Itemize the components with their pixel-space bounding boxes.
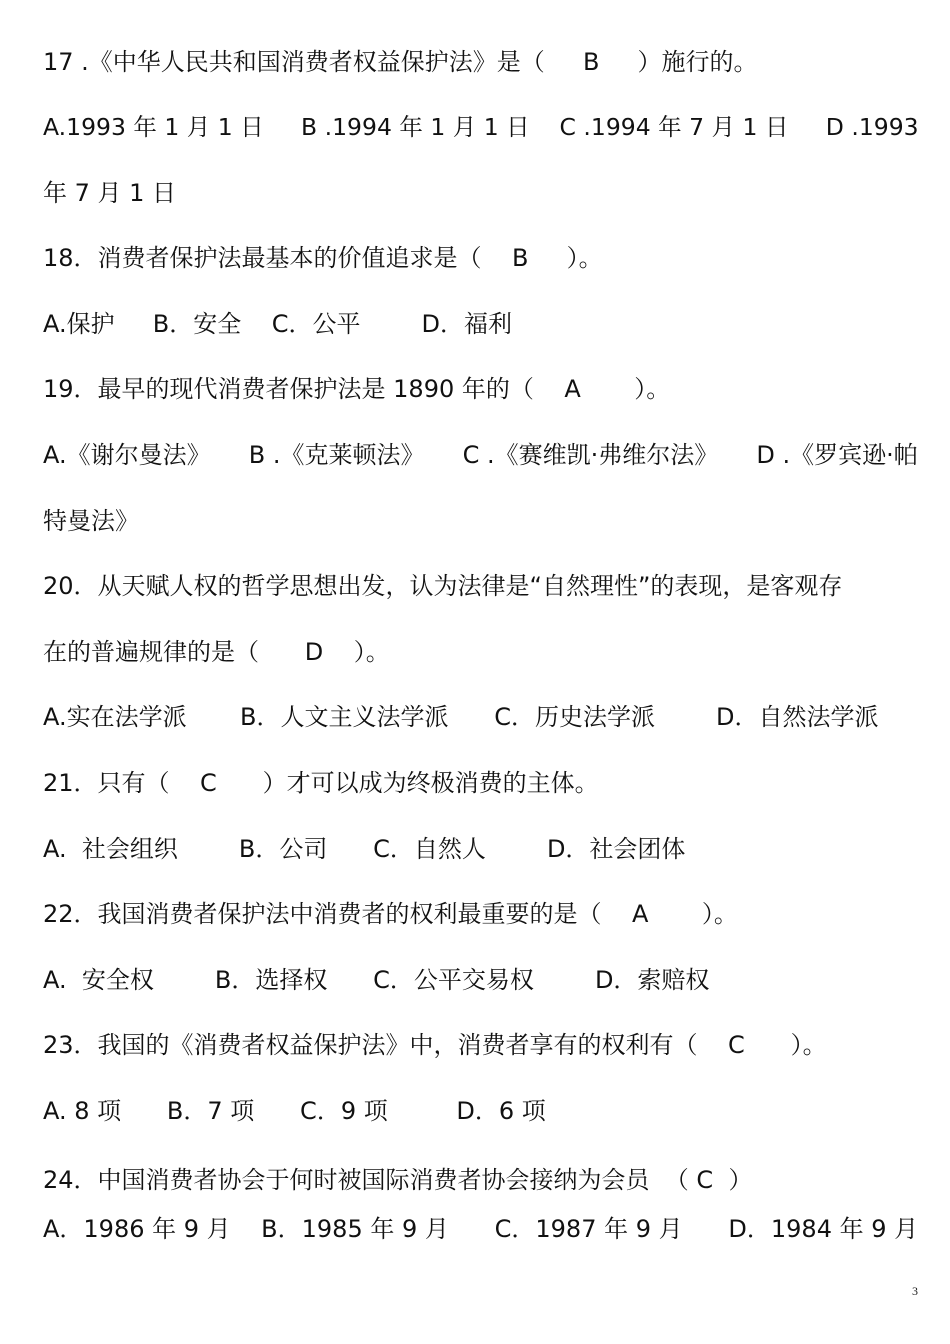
question-17-stem: 17 .《中华人民共和国消费者权益保护法》是（ B ）施行的。 xyxy=(43,48,758,76)
page-number: 3 xyxy=(912,1284,918,1298)
question-20-stem: 20．从天赋人权的哲学思想出发，认为法律是“自然理性”的表现，是客观存 xyxy=(43,572,843,600)
question-23-options: A. 8 项 B．7 项 C．9 项 D．6 项 xyxy=(43,1097,546,1125)
question-20-stem-cont: 在的普遍规律的是（ D ）。 xyxy=(43,638,390,666)
question-19-options: A.《谢尔曼法》 B .《克莱顿法》 C .《赛维凯·弗维尔法》 D .《罗宾逊·帕 xyxy=(43,441,918,469)
question-22-stem: 22．我国消费者保护法中消费者的权利最重要的是（ A ）。 xyxy=(43,900,738,928)
question-24-options: A．1986 年 9 月 B．1985 年 9 月 C．1987 年 9 月 D．1984 年 9 月 xyxy=(43,1215,919,1243)
question-21-stem: 21．只有（ C ）才可以成为终极消费的主体。 xyxy=(43,769,599,797)
question-17-options: A.1993 年 1 月 1 日 B .1994 年 1 月 1 日 C .1994 年 7 月 1 日 D .1993 xyxy=(43,113,919,141)
question-17-options-cont: 年 7 月 1 日 xyxy=(43,179,177,207)
question-21-options: A. 社会组织 B．公司 C．自然人 D．社会团体 xyxy=(43,835,686,863)
question-18-stem: 18．消费者保护法最基本的价值追求是（ B ）。 xyxy=(43,244,603,272)
question-19-stem: 19．最早的现代消费者保护法是 1890 年的（ A ）。 xyxy=(43,375,671,403)
question-24-stem: 24．中国消费者协会于何时被国际消费者协会接纳为会员 （ C ） xyxy=(43,1166,753,1194)
question-23-stem: 23．我国的《消费者权益保护法》中，消费者享有的权利有（ C ）。 xyxy=(43,1031,827,1059)
question-20-options: A.实在法学派 B．人文主义法学派 C．历史法学派 D．自然法学派 xyxy=(43,703,879,731)
question-18-options: A.保护 B．安全 C．公平 D．福利 xyxy=(43,310,513,338)
question-19-options-cont: 特曼法》 xyxy=(43,507,139,535)
question-22-options: A. 安全权 B．选择权 C．公平交易权 D．索赔权 xyxy=(43,966,710,994)
